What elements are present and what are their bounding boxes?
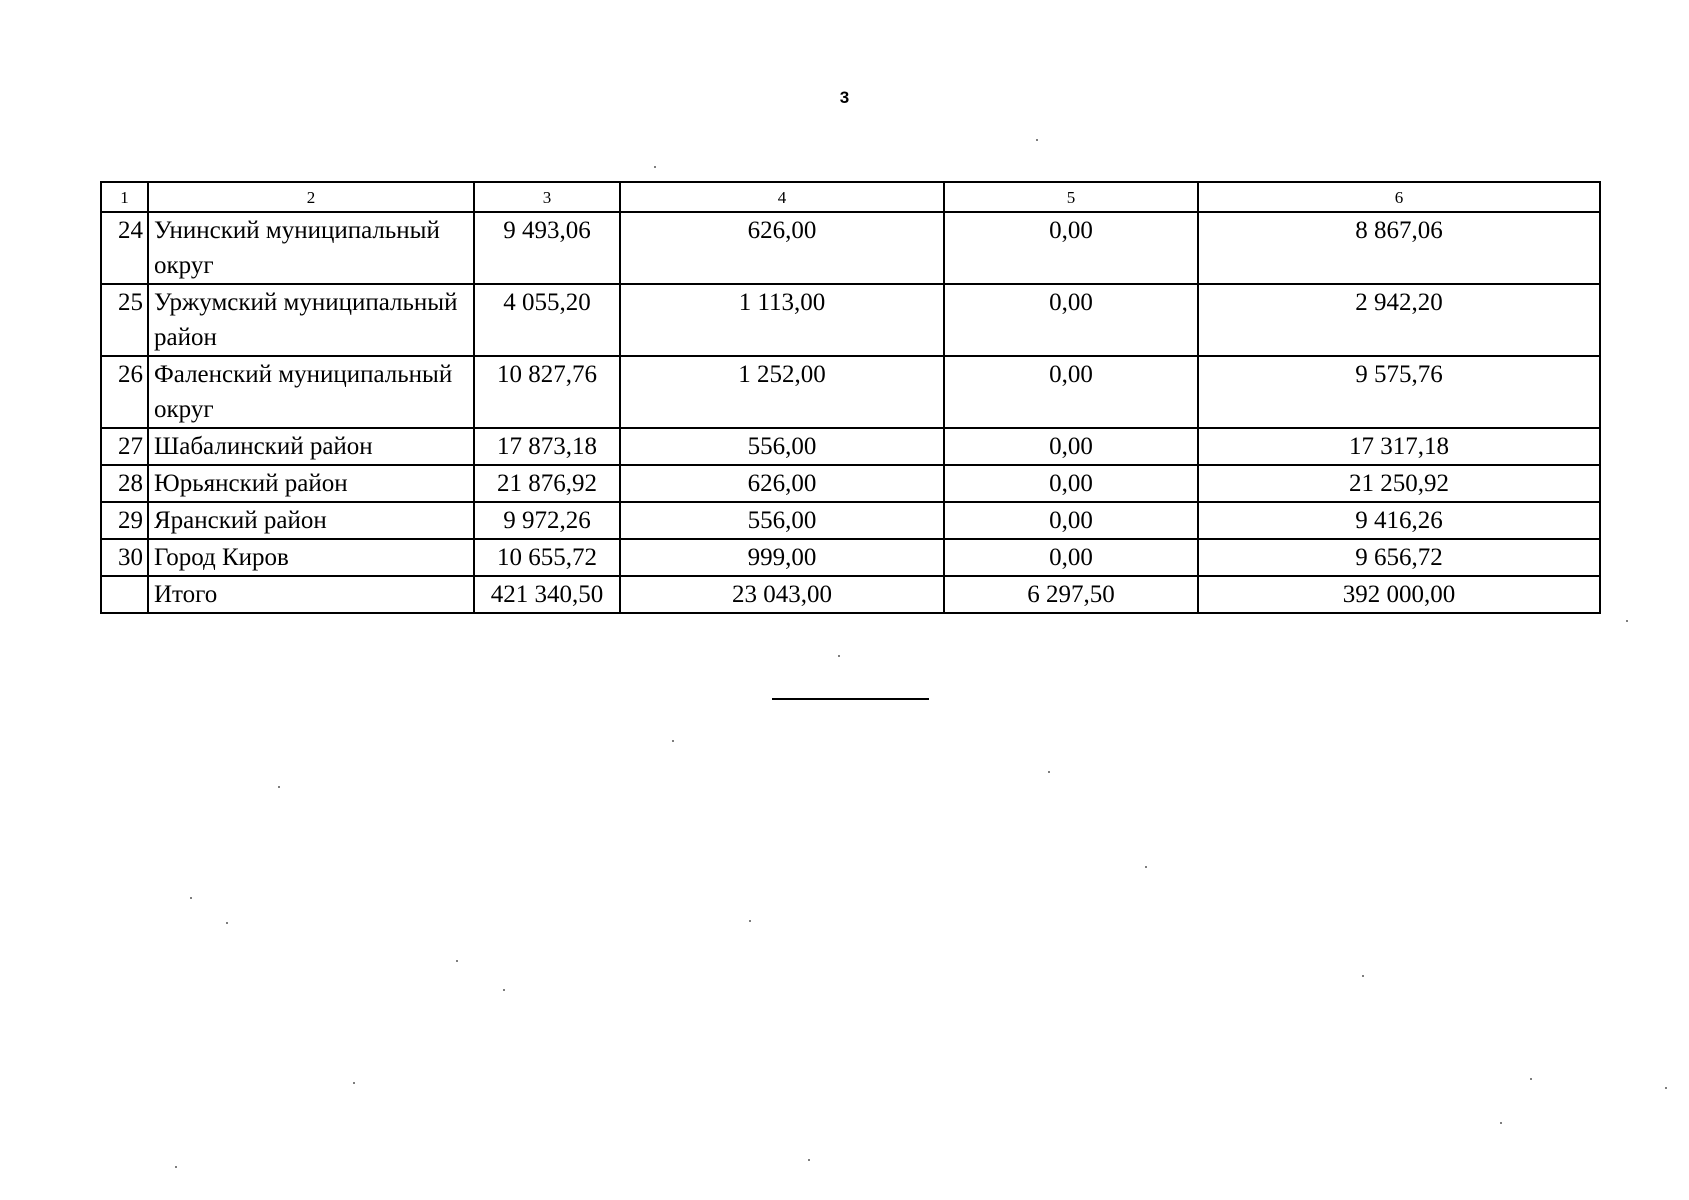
column-4-value: 1 252,00 <box>620 356 944 428</box>
municipality-name: Уржумский муниципальный район <box>148 284 474 356</box>
column-6-value: 9 656,72 <box>1198 539 1600 576</box>
column-3-value: 10 827,76 <box>474 356 620 428</box>
table-row <box>101 284 1600 356</box>
column-header: 1 <box>101 182 148 212</box>
column-5-value: 0,00 <box>944 284 1198 356</box>
table-row <box>101 212 1600 284</box>
scan-speck <box>1530 1078 1532 1080</box>
municipality-name: Юрьянский район <box>148 465 474 502</box>
column-4-value: 626,00 <box>620 212 944 284</box>
scan-speck <box>175 1166 177 1168</box>
end-of-document-line <box>772 698 929 700</box>
column-5-value: 0,00 <box>944 539 1198 576</box>
scan-speck <box>672 740 674 742</box>
total-column-5: 6 297,50 <box>944 576 1198 613</box>
column-3-value: 21 876,92 <box>474 465 620 502</box>
column-5-value: 0,00 <box>944 428 1198 465</box>
column-6-value: 21 250,92 <box>1198 465 1600 502</box>
column-6-value: 9 416,26 <box>1198 502 1600 539</box>
municipality-name: Фаленский муниципальный округ <box>148 356 474 428</box>
column-5-value: 0,00 <box>944 465 1198 502</box>
scan-speck <box>1500 1122 1502 1124</box>
column-3-value: 17 873,18 <box>474 428 620 465</box>
municipality-name: Шабалинский район <box>148 428 474 465</box>
column-5-value: 0,00 <box>944 212 1198 284</box>
municipality-name: Унинский муниципальный округ <box>148 212 474 284</box>
column-3-value: 9 493,06 <box>474 212 620 284</box>
allocation-table <box>100 181 1601 614</box>
total-label: Итого <box>148 576 474 613</box>
row-number: 30 <box>101 539 148 576</box>
column-6-value: 8 867,06 <box>1198 212 1600 284</box>
municipality-name: Город Киров <box>148 539 474 576</box>
scan-speck <box>1036 139 1038 141</box>
column-header: 5 <box>944 182 1198 212</box>
total-column-4: 23 043,00 <box>620 576 944 613</box>
column-header: 3 <box>474 182 620 212</box>
column-5-value: 0,00 <box>944 356 1198 428</box>
table-row <box>101 502 1600 539</box>
scan-speck <box>456 960 458 962</box>
table-header-row <box>101 182 1600 212</box>
total-row <box>101 576 1600 613</box>
scan-speck <box>654 166 656 168</box>
row-number: 28 <box>101 465 148 502</box>
column-header: 4 <box>620 182 944 212</box>
scan-speck <box>1665 1087 1667 1089</box>
scan-speck <box>353 1082 355 1084</box>
row-number: 25 <box>101 284 148 356</box>
column-6-value: 2 942,20 <box>1198 284 1600 356</box>
column-4-value: 556,00 <box>620 502 944 539</box>
scan-speck <box>1362 975 1364 977</box>
row-number: 29 <box>101 502 148 539</box>
table-row <box>101 465 1600 502</box>
row-number: 27 <box>101 428 148 465</box>
column-4-value: 556,00 <box>620 428 944 465</box>
row-number: 26 <box>101 356 148 428</box>
scan-speck <box>1145 866 1147 868</box>
column-header: 6 <box>1198 182 1600 212</box>
column-4-value: 999,00 <box>620 539 944 576</box>
column-4-value: 1 113,00 <box>620 284 944 356</box>
total-column-3: 421 340,50 <box>474 576 620 613</box>
row-number <box>101 576 148 613</box>
scan-speck <box>808 1159 810 1161</box>
scan-speck <box>1048 771 1050 773</box>
column-4-value: 626,00 <box>620 465 944 502</box>
table-row <box>101 428 1600 465</box>
scan-speck <box>838 655 840 657</box>
scan-speck <box>226 922 228 924</box>
column-3-value: 4 055,20 <box>474 284 620 356</box>
scan-speck <box>1626 620 1628 622</box>
scan-speck <box>503 989 505 991</box>
row-number: 24 <box>101 212 148 284</box>
table-row <box>101 356 1600 428</box>
column-5-value: 0,00 <box>944 502 1198 539</box>
municipality-name: Яранский район <box>148 502 474 539</box>
column-6-value: 17 317,18 <box>1198 428 1600 465</box>
scan-speck <box>190 897 192 899</box>
column-6-value: 9 575,76 <box>1198 356 1600 428</box>
total-column-6: 392 000,00 <box>1198 576 1600 613</box>
column-header: 2 <box>148 182 474 212</box>
column-3-value: 9 972,26 <box>474 502 620 539</box>
scan-speck <box>749 920 751 922</box>
column-3-value: 10 655,72 <box>474 539 620 576</box>
table-row <box>101 539 1600 576</box>
scan-speck <box>278 786 280 788</box>
page-number: 3 <box>839 88 850 107</box>
